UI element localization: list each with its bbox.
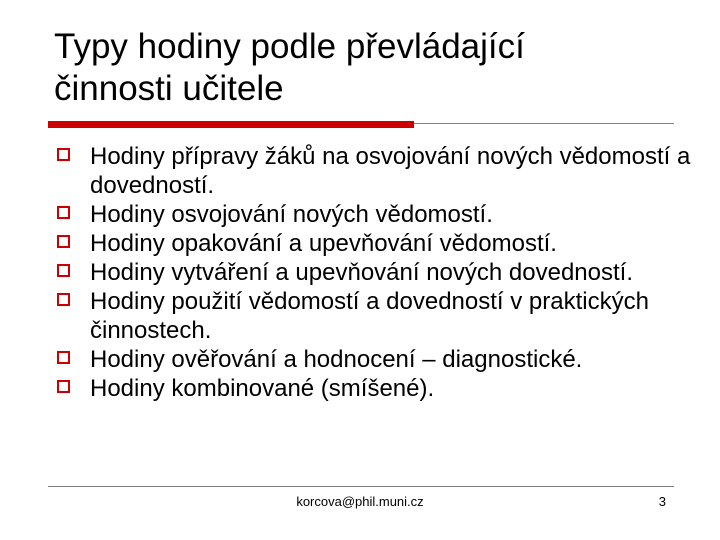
list-item-text: Hodiny ověřování a hodnocení – diagnostické. [90, 346, 583, 373]
square-bullet-icon [57, 206, 70, 219]
bullet-list [54, 142, 704, 403]
list-item [54, 229, 704, 258]
list-item-text: Hodiny osvojování nových vědomostí. [90, 201, 493, 228]
footer-divider [48, 486, 674, 487]
list-item-text: Hodiny použití vědomostí a dovedností v praktických činnostech. [90, 288, 649, 344]
square-bullet-icon [57, 293, 70, 306]
footer-email: korcova@phil.muni.cz [296, 494, 424, 509]
list-item-text: Hodiny vytváření a upevňování nových dovedností. [90, 259, 633, 286]
square-bullet-icon [57, 380, 70, 393]
slide-title [54, 26, 674, 110]
list-item [54, 287, 704, 345]
square-bullet-icon [57, 148, 70, 161]
square-bullet-icon [57, 235, 70, 248]
list-item [54, 200, 704, 229]
list-item [54, 374, 704, 403]
title-accent-bar [48, 121, 414, 128]
title-line-1: Typy hodiny podle převládající [54, 27, 525, 66]
list-item [54, 258, 704, 287]
list-item-text: Hodiny přípravy žáků na osvojování nových vědomostí a dovedností. [90, 143, 691, 199]
square-bullet-icon [57, 351, 70, 364]
square-bullet-icon [57, 264, 70, 277]
title-line-2: činnosti učitele [54, 69, 284, 108]
list-item [54, 345, 704, 374]
list-item-text: Hodiny kombinované (smíšené). [90, 375, 435, 402]
page-number: 3 [658, 494, 666, 509]
list-item [54, 142, 704, 200]
list-item-text: Hodiny opakování a upevňování vědomostí. [90, 230, 557, 257]
